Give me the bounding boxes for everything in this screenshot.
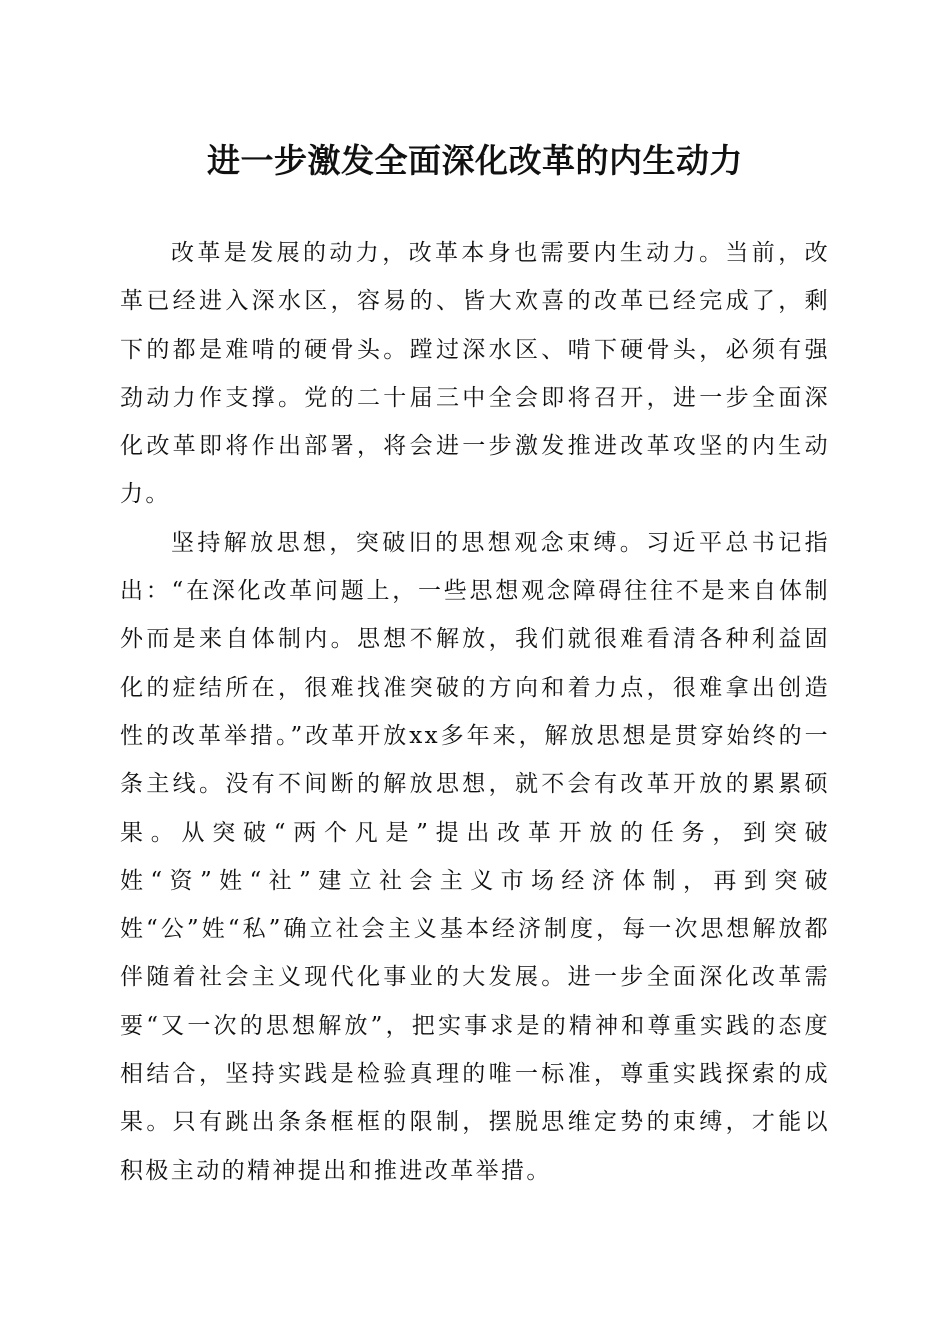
- document-body: [120, 229, 830, 1195]
- document-title: 进一步激发全面深化改革的内生动力: [207, 141, 743, 180]
- paragraph-2: 坚持解放思想，突破旧的思想观念束缚。习近平总书记指出：“在深化改革问题上，一些思想观念障碍往往不是来自体制外而是来自体制内。思想不解放，我们就很难看清各种利益固化的症结所在，很难找准突破的方向和着力点，很难拿出创造性的改革举措。”改革开放xx多年来，解放思想是贯穿始终的一条主线。没有不间断的解放思想，就不会有改革开放的累累硕果。从突破“两个凡是”提出改革开放的任务，到突破姓“资”姓“社”建立社会主义市场经济体制，再到突破姓“公”姓“私”确立社会主义基本经济制度，每一次思想解放都伴随着社会主义现代化事业的大发展。进一步全面深化改革需要“又一次的思想解放”，把实事求是的精神和尊重实践的态度相结合，坚持实践是检验真理的唯一标准，尊重实践探索的成果。只有跳出条条框框的限制，摆脱思维定势的束缚，才能以积极主动的精神提出和推进改革举措。: [120, 529, 830, 1184]
- paragraph-1: 改革是发展的动力，改革本身也需要内生动力。当前，改革已经进入深水区，容易的、皆大欢喜的改革已经完成了，剩下的都是难啃的硬骨头。蹚过深水区、啃下硬骨头，必须有强劲动力作支撑。党的二十届三中全会即将召开，进一步全面深化改革即将作出部署，将会进一步激发推进改革攻坚的内生动力。: [120, 240, 830, 508]
